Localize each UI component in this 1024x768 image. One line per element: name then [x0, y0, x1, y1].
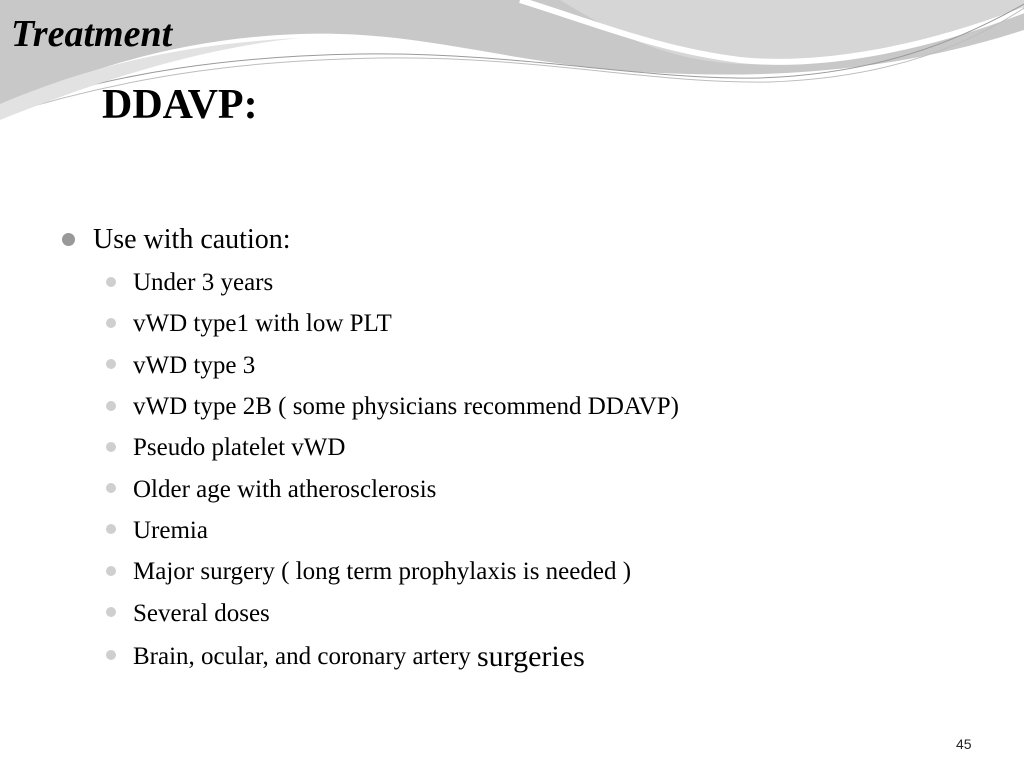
- bullet-dot-icon: [106, 483, 116, 493]
- page-number: 45: [956, 736, 972, 752]
- bullet-dot-icon: [106, 650, 116, 660]
- list-item: Uremia: [106, 510, 679, 551]
- bullet-dot-icon: [106, 566, 116, 576]
- bullet-label: Use with caution:: [93, 224, 291, 255]
- list-item: vWD type 3: [106, 345, 679, 386]
- list-item: Pseudo platelet vWD: [106, 427, 679, 468]
- list-item: Major surgery ( long term prophylaxis is needed ): [106, 551, 679, 592]
- bullet-dot-icon: [106, 607, 116, 617]
- emphasized-word: surgeries: [476, 639, 585, 673]
- bullet-dot-icon: [106, 442, 116, 452]
- slide-title: DDAVP:: [102, 82, 258, 128]
- section-title: Treatment: [11, 13, 173, 55]
- bullet-dot-icon: [106, 277, 116, 287]
- list-item: Under 3 years: [106, 262, 679, 303]
- list-item: Brain, ocular, and coronary artery surgeries: [106, 636, 679, 677]
- sub-bullet-list: [106, 262, 679, 677]
- bullet-dot-icon: [106, 524, 116, 534]
- bullet-dot-icon: [62, 233, 75, 246]
- bullet-dot-icon: [106, 318, 116, 328]
- bullet-dot-icon: [106, 359, 116, 369]
- list-item: Several doses: [106, 592, 679, 633]
- bullet-dot-icon: [106, 401, 116, 411]
- list-item: Older age with atherosclerosis: [106, 468, 679, 509]
- list-item: vWD type 2B ( some physicians recommend DDAVP): [106, 386, 679, 427]
- list-item: vWD type1 with low PLT: [106, 303, 679, 344]
- bullet-level1: [60, 222, 291, 258]
